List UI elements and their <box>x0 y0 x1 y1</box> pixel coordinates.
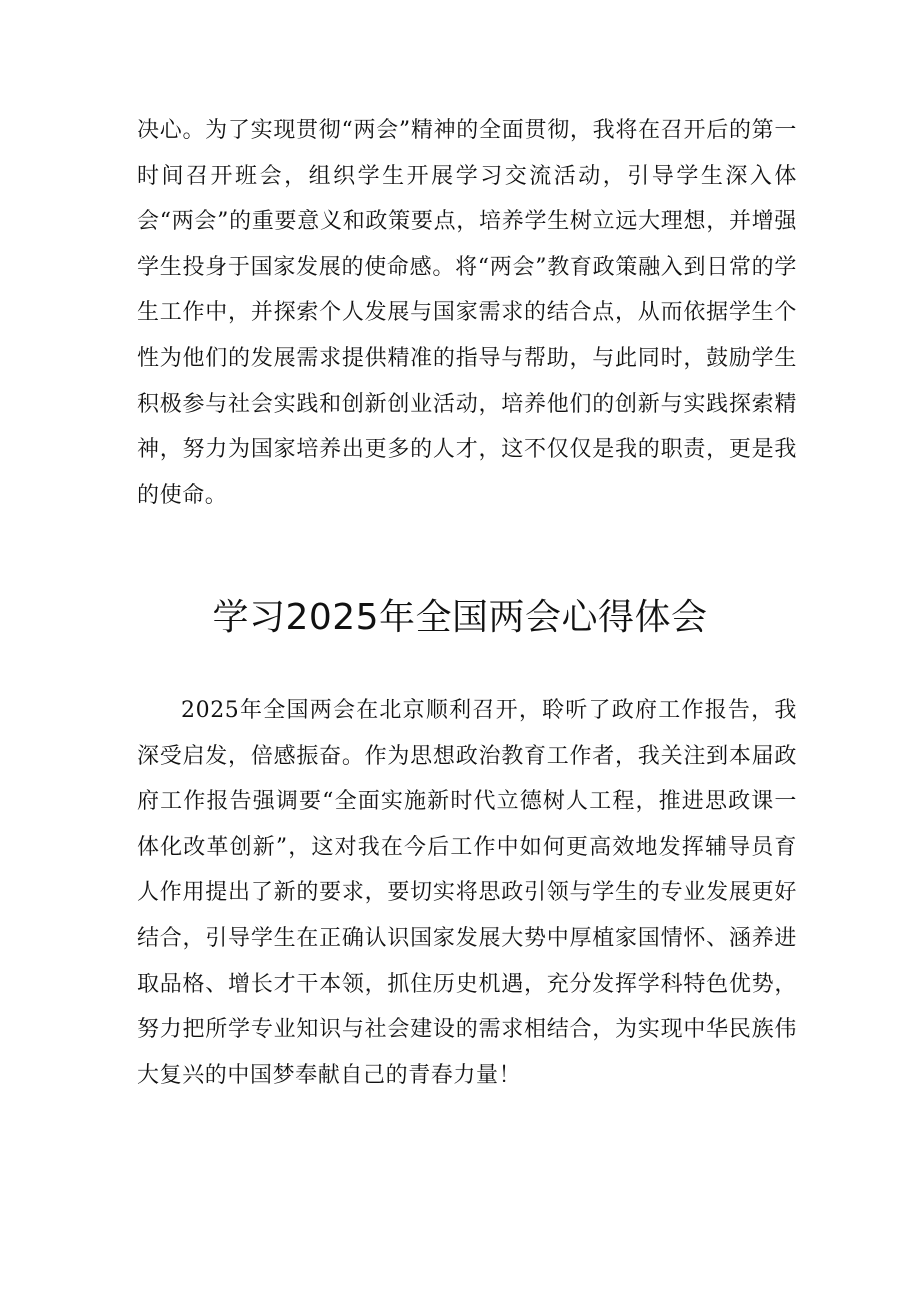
continued-paragraph: 决心。为了实现贯彻“两会”精神的全面贯彻，我将在召开后的第一时间召开班会，组织学生开展学习交流活动，引导学生深入体会“两会”的重要意义和政策要点，培养学生树立远大理想，并增强学生投身于国家发展的使命感。将“两会”教育政策融入到日常的学生工作中，并探索个人发展与国家需求的结合点，从而依据学生个性为他们的发展需求提供精准的指导与帮助，与此同时，鼓励学生积极参与社会实践和创新创业活动，培养他们的创新与实践探索精神，努力为国家培养出更多的人才，这不仅仅是我的职责，更是我的使命。 <box>137 118 797 508</box>
document-title: 学习2025年全国两会心得体会 <box>212 597 708 638</box>
body-paragraph: 2025年全国两会在北京顺利召开，聆听了政府工作报告，我深受启发，倍感振奋。作为思想政治教育工作者，我关注到本届政府工作报告强调要“全面实施新时代立德树人工程，推进思政课一体化改革创新”，这对我在今后工作中如何更高效地发挥辅导员育人作用提出了新的要求，要切实将思政引领与学生的专业发展更好结合，引导学生在正确认识国家发展大势中厚植家国情怀、涵养进取品格、增长才干本领，抓住历史机遇，充分发挥学科特色优势，努力把所学专业知识与社会建设的需求相结合，为实现中华民族伟大复兴的中国梦奉献自己的青春力量！ <box>137 698 797 1088</box>
